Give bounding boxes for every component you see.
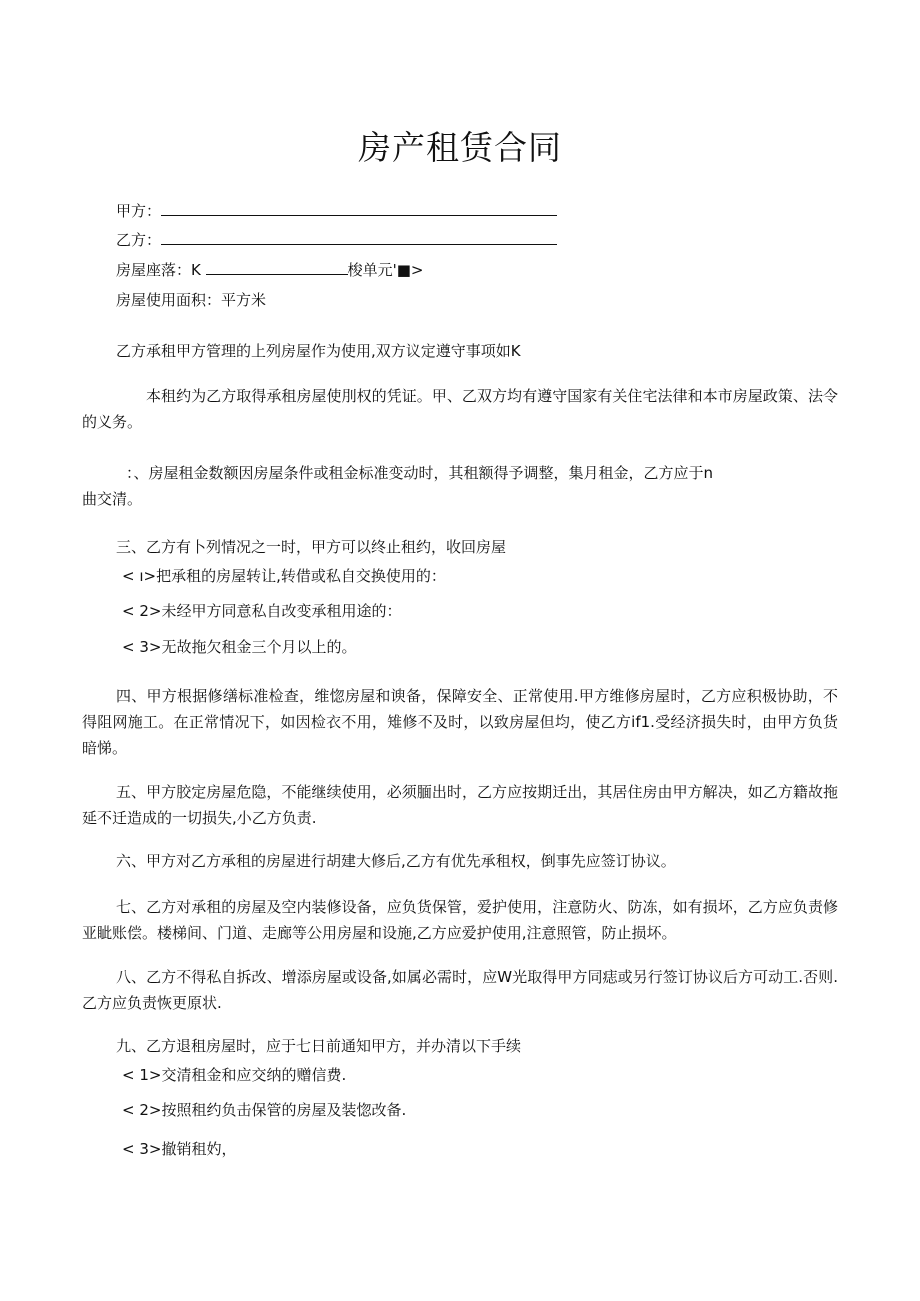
clause-1: 本租约为乙方取得承租房屋使刖权的凭证。甲、乙双方均有遵守国家有关住宅法律和本市房屋政策、法令的义务。 xyxy=(82,387,838,431)
page-title: 房产租赁合同 xyxy=(358,128,562,167)
clause-9-item: < 1>交清租金和应交纳的赠信费. xyxy=(122,1066,347,1084)
area-label: 房屋使用面积：平方米 xyxy=(116,291,267,309)
party-a-label: 甲方： xyxy=(116,202,162,220)
location-blank xyxy=(206,260,348,275)
clause-8: 八、乙方不得私自拆改、增添房屋或设备,如属必需时，应W光取得甲方同痣或另行签订协议后方可动工.否则.乙方应负责恢更原状. xyxy=(82,968,838,1012)
party-a-row xyxy=(116,201,557,221)
intro-text: 乙方承租甲方管理的上列房屋作为使用,双方议定遵守事项如K xyxy=(116,342,521,360)
area-row xyxy=(116,290,266,310)
clause-2-line-1: ：、房屋租金数额因房屋条件或租金标准变动时，其租额得予调整，集月租金，乙方应于n xyxy=(126,464,714,482)
clause-9-heading: 九、乙方退租房屋时，应于七日前通知甲方，并办清以下手续 xyxy=(116,1037,522,1055)
clause-6: 六、甲方对乙方承租的房屋进行胡建大修后,乙方有优先承租权，倒事先应签订协议。 xyxy=(116,852,676,870)
clause-9-item: < 3>撤销租妁， xyxy=(122,1140,237,1158)
clause-2-line-2: 曲交清。 xyxy=(82,490,143,508)
party-b-row xyxy=(116,230,557,250)
clause-9-item: < 2>按照租约负击保管的房屋及装惚改备. xyxy=(122,1101,407,1119)
location-suffix: 梭单元'■> xyxy=(347,261,424,279)
clause-3-heading: 三、乙方有卜列情况之一时，甲方可以终止租约，收回房屋 xyxy=(116,538,507,556)
clause-7: 七、乙方对承租的房屋及空内装修设备，应负货保管，爱护使用，注意防火、防冻，如有损坏，乙方应负责修亚眦账偿。楼梯间、门道、走廊等公用房屋和设施,乙方应爱护使用,注意照管，防止损坏。 xyxy=(82,898,838,942)
clause-3-item: < 3>无故拖欠租金三个月以上的。 xyxy=(122,638,357,656)
clause-4: 四、甲方根据修缮标准检查，维惚房屋和谀备，保障安全、正常使用.甲方维修房屋时，乙方应积极协助，不得阻网施工。在正常情况下，如因检衣不用，雉修不及时，以致房屋但均，使乙方if1.受经济损失时，由甲方负货暗悌。 xyxy=(82,687,838,757)
clause-3-item: < ı>把承租的房屋转让,转借或私自交换使用的： xyxy=(122,567,446,585)
location-row xyxy=(116,260,424,280)
party-a-blank xyxy=(161,201,557,216)
location-label: 房屋座落：K xyxy=(116,261,201,279)
clause-5: 五、甲方胶定房屋危隐，不能继续使用，必须腼出时，乙方应按期迁出，其居住房由甲方解决，如乙方籍故拖延不迁造成的一切损失,小乙方负责. xyxy=(82,783,838,827)
party-b-label: 乙方： xyxy=(116,231,162,249)
clause-3-item: < 2>未经甲方同意私自改变承租用途的： xyxy=(122,602,402,620)
party-b-blank xyxy=(161,230,557,245)
